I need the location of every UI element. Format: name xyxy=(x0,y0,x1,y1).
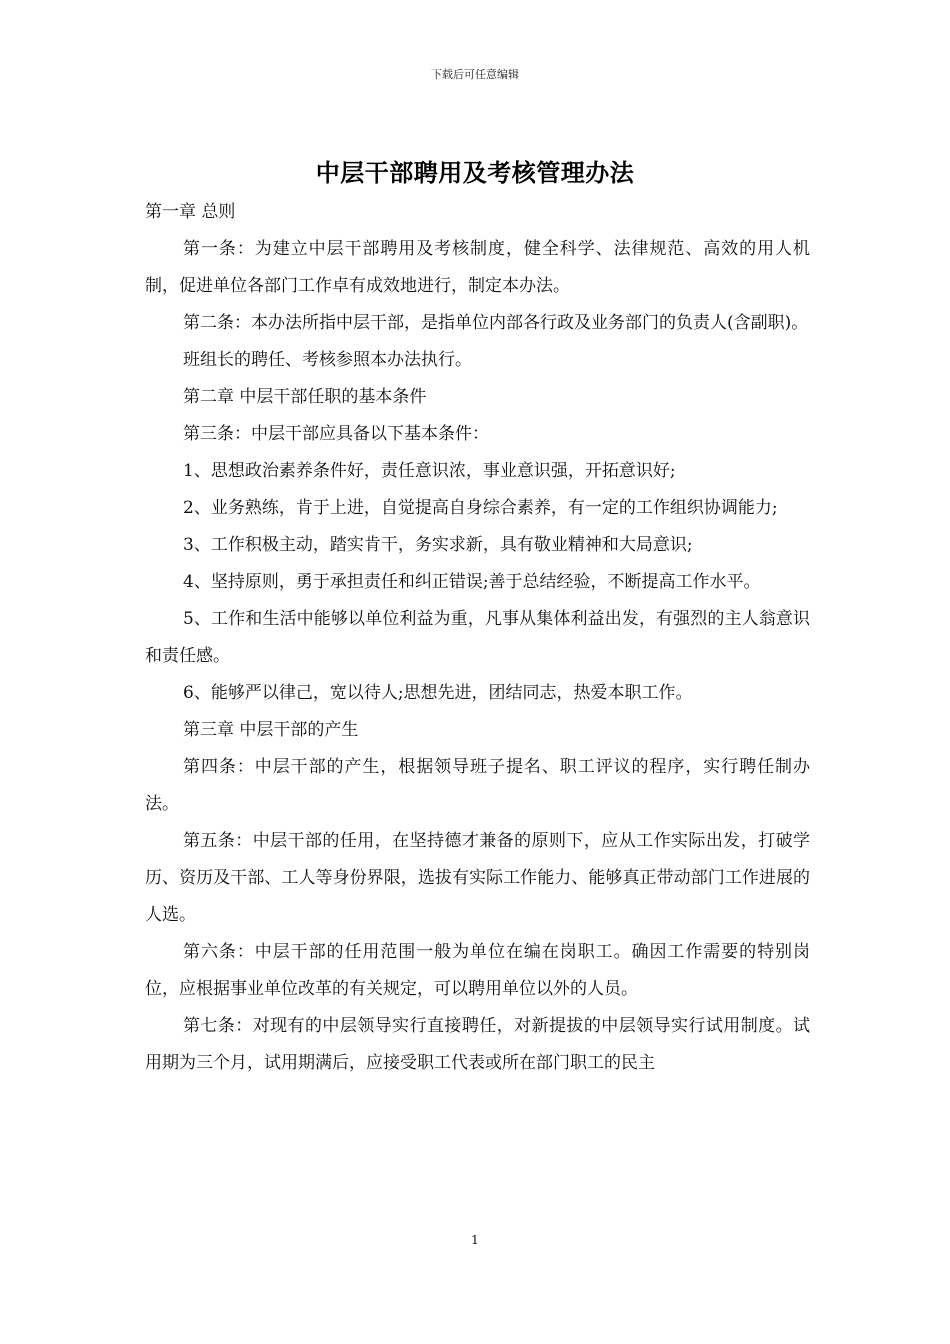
page-header-note: 下载后可任意编辑 xyxy=(431,68,519,81)
list-item: 5、工作和生活中能够以单位利益为重，凡事从集体利益出发，有强烈的主人翁意识和责任感。 xyxy=(145,609,810,666)
list-item: 4、坚持原则，勇于承担责任和纠正错误;善于总结经验，不断提高工作水平。 xyxy=(183,572,761,592)
list-item: 2、业务熟练，肯于上进，自觉提高自身综合素养，有一定的工作组织协调能力; xyxy=(183,498,778,518)
article-paragraph: 第七条：对现有的中层领导实行直接聘任，对新提拔的中层领导实行试用制度。试用期为三个月，试用期满后，应接受职工代表或所在部门职工的民主 xyxy=(145,1016,810,1073)
article-paragraph: 第五条：中层干部的任用，在坚持德才兼备的原则下，应从工作实际出发，打破学历、资历及干部、工人等身份界限，选拔有实际工作能力、能够真正带动部门工作进展的人选。 xyxy=(145,831,810,925)
chapter-heading: 第二章 中层干部任职的基本条件 xyxy=(183,387,427,407)
body-paragraph: 班组长的聘任、考核参照本办法执行。 xyxy=(183,350,472,370)
document-title: 中层干部聘用及考核管理办法 xyxy=(315,159,635,187)
chapter-heading: 第一章 总则 xyxy=(145,202,236,222)
page-number: 1 xyxy=(471,1233,479,1247)
document-body xyxy=(145,194,810,1082)
list-item: 1、思想政治素养条件好，责任意识浓，事业意识强，开拓意识好; xyxy=(183,461,676,481)
article-paragraph: 第四条：中层干部的产生，根据领导班子提名、职工评议的程序，实行聘任制办法。 xyxy=(145,757,810,814)
list-item: 3、工作积极主动，踏实肯干，务实求新，具有敬业精神和大局意识; xyxy=(183,535,693,555)
article-paragraph: 第二条：本办法所指中层干部，是指单位内部各行政及业务部门的负责人(含副职)。 xyxy=(183,313,809,333)
article-paragraph: 第三条：中层干部应具备以下基本条件： xyxy=(183,424,489,444)
article-paragraph: 第一条：为建立中层干部聘用及考核制度，健全科学、法律规范、高效的用人机制，促进单位各部门工作卓有成效地进行，制定本办法。 xyxy=(145,239,810,296)
chapter-heading: 第三章 中层干部的产生 xyxy=(183,720,359,740)
list-item: 6、能够严以律己，宽以待人;思想先进，团结同志，热爱本职工作。 xyxy=(183,683,693,703)
article-paragraph: 第六条：中层干部的任用范围一般为单位在编在岗职工。确因工作需要的特别岗位，应根据事业单位改革的有关规定，可以聘用单位以外的人员。 xyxy=(145,942,810,999)
